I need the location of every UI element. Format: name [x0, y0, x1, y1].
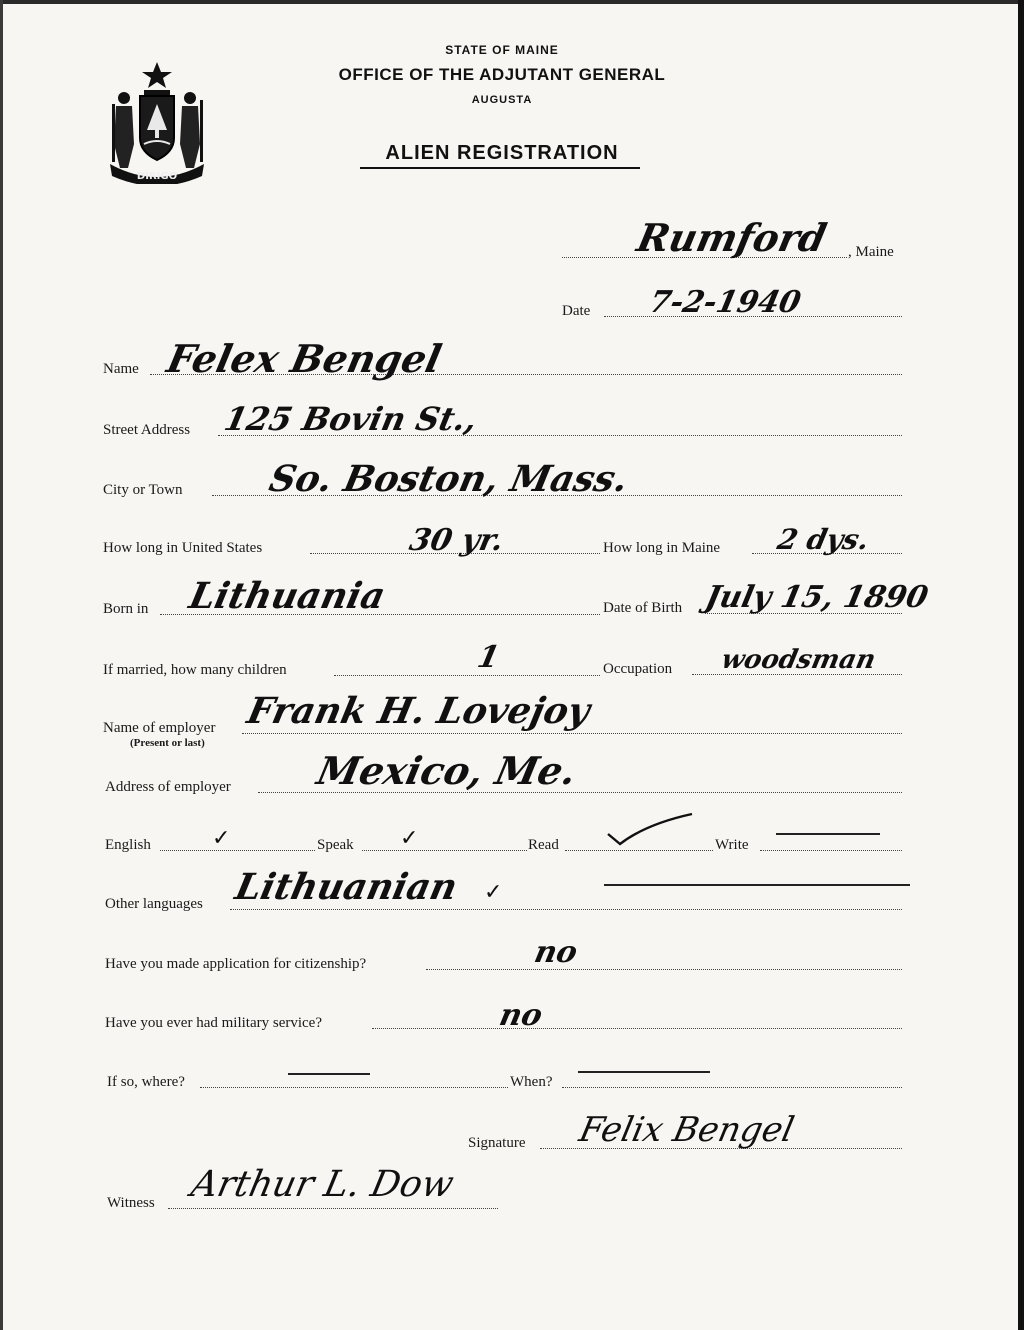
witness-value: Arthur L. Dow: [187, 1164, 458, 1205]
citizenship-value: no: [531, 935, 581, 970]
children-field-line: [334, 675, 600, 676]
write-dash: [776, 833, 880, 835]
english-field-line: [160, 850, 315, 851]
signature-value: Felix Bengel: [575, 1110, 798, 1150]
street-label: Street Address: [103, 422, 191, 438]
speak-label: Speak: [317, 837, 354, 853]
english-label: English: [105, 837, 151, 853]
where-label: If so, where?: [107, 1074, 185, 1090]
citizenship-field-line: [426, 969, 902, 970]
witness-label: Witness: [107, 1195, 155, 1211]
name-label: Name: [103, 361, 139, 377]
street-value: 125 Bovin St.,: [220, 400, 481, 438]
employer-sublabel: (Present or last): [130, 737, 205, 749]
when-field-line: [562, 1087, 902, 1088]
when-dash: [578, 1071, 710, 1073]
us-duration-label: How long in United States: [103, 540, 263, 556]
city-value: So. Boston, Mass.: [265, 458, 632, 500]
write-field-line: [760, 850, 902, 851]
military-field-line: [372, 1028, 902, 1029]
military-label: Have you ever had military service?: [105, 1015, 322, 1031]
witness-field-line: [168, 1208, 498, 1209]
date-label: Date: [562, 303, 591, 319]
employer-label: Name of employer: [103, 720, 216, 736]
maine-duration-value: 2 dys.: [774, 523, 873, 556]
born-value: Lithuania: [185, 575, 389, 617]
name-value: Felex Bengel: [163, 336, 446, 381]
date-value: 7-2-1940: [646, 285, 804, 320]
children-value: 1: [474, 640, 503, 675]
read-check-mark: [606, 808, 696, 852]
header-city: AUGUSTA: [471, 94, 533, 106]
occupation-label: Occupation: [603, 661, 673, 677]
dob-label: Date of Birth: [603, 600, 683, 616]
employer-value: Frank H. Lovejoy: [243, 690, 594, 732]
place-suffix: , Maine: [848, 244, 894, 260]
speak-check: ✓: [400, 826, 419, 851]
employer-address-value: Mexico, Me.: [313, 748, 581, 793]
maine-duration-label: How long in Maine: [603, 540, 721, 556]
born-label: Born in: [103, 601, 149, 617]
military-value: no: [496, 998, 546, 1033]
citizenship-label: Have you made application for citizenship?: [105, 956, 367, 972]
scan-edge-right: [1018, 0, 1024, 1330]
city-label: City or Town: [103, 482, 183, 498]
other-languages-check: ✓: [484, 880, 503, 905]
other-languages-dash: [604, 884, 910, 886]
title-underline: [360, 167, 640, 169]
where-dash: [288, 1073, 370, 1075]
scan-edge-top: [0, 0, 1024, 4]
other-languages-value: Lithuanian: [231, 866, 462, 908]
english-check: ✓: [212, 826, 231, 851]
us-duration-value: 30 yr.: [406, 523, 507, 558]
write-label: Write: [715, 837, 749, 853]
form-title: ALIEN REGISTRATION: [385, 142, 619, 164]
when-label: When?: [510, 1074, 553, 1090]
header-state: STATE OF MAINE: [445, 43, 559, 57]
seal-motto: DIRIGO: [136, 171, 178, 182]
employer-address-label: Address of employer: [105, 779, 231, 795]
signature-label: Signature: [468, 1135, 526, 1151]
read-label: Read: [528, 837, 559, 853]
speak-field-line: [362, 850, 527, 851]
header-office: OFFICE OF THE ADJUTANT GENERAL: [338, 65, 666, 84]
where-field-line: [200, 1087, 508, 1088]
other-languages-label: Other languages: [105, 896, 203, 912]
scan-edge-left: [0, 0, 3, 1330]
other-languages-line: [230, 909, 902, 910]
occupation-value: woodsman: [718, 645, 879, 675]
children-label: If married, how many children: [103, 662, 287, 678]
place-value: Rumford: [633, 215, 831, 260]
employer-field-line: [242, 733, 902, 734]
dob-value: July 15, 1890: [702, 580, 932, 615]
